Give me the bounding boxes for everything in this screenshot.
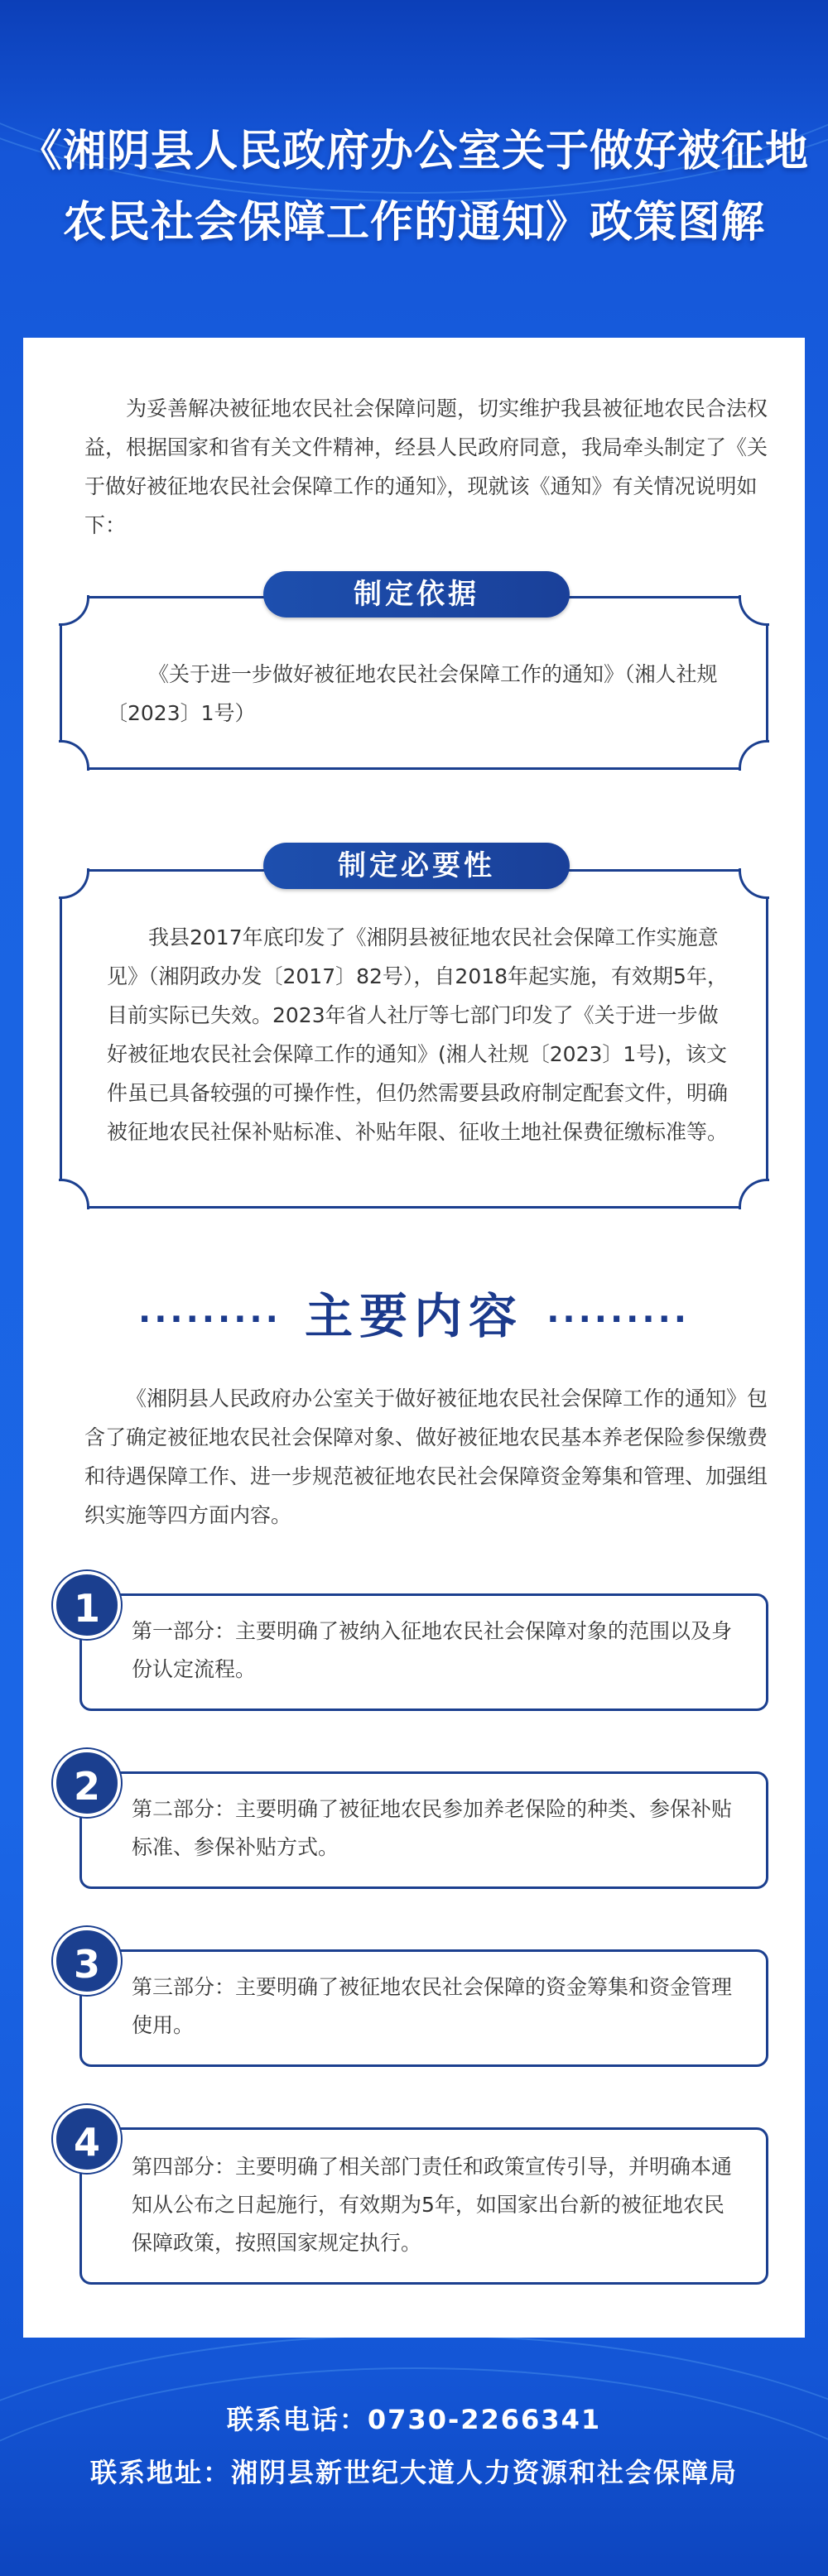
part-number-badge-1: 1	[53, 1571, 121, 1639]
part-text-2: 第二部分：主要明确了被征地农民参加养老保险的种类、参保补贴标准、参保补贴方式。	[132, 1797, 733, 1859]
intro-paragraph: 为妥善解决被征地农民社会保障问题，切实维护我县被征地农民合法权益，根据国家和省有关文件精神，经县人民政府同意，我局牵头制定了《关于做好被征地农民社会保障工作的通知》，现就该《通知》有关情况说明如下：	[84, 396, 768, 537]
main-content-heading	[0, 1283, 828, 1353]
main-intro-paragraph: 《湘阴县人民政府办公室关于做好被征地农民社会保障工作的通知》包含了确定被征地农民社会保障对象、做好被征地农民基本养老保险参保缴费和待遇保障工作、进一步规范被征地农民社会保障资金筹集和管理、加强组织实施等四方面内容。	[84, 1387, 768, 1527]
heading-dots-right: ·········	[546, 1300, 690, 1338]
necessity-box	[60, 869, 768, 1209]
part-text-3: 第三部分：主要明确了被征地农民社会保障的资金筹集和资金管理使用。	[132, 1975, 733, 2037]
title-line-2: 农民社会保障工作的通知》政策图解	[62, 198, 765, 248]
title-line-1: 《湘阴县人民政府办公室关于做好被征地	[18, 127, 809, 176]
heading-dots-left: ·········	[138, 1300, 282, 1338]
part-text-4: 第四部分：主要明确了相关部门责任和政策宣传引导，并明确本通知从公布之日起施行，有效期为5年，如国家出台新的被征地农民保障政策，按照国家规定执行。	[132, 2155, 733, 2255]
part-box-1	[79, 1593, 768, 1711]
main-heading-text: 主要内容	[304, 1288, 523, 1344]
basis-box	[60, 596, 768, 770]
part-box-4	[79, 2127, 768, 2285]
part-number-badge-3: 3	[53, 1927, 121, 1995]
part-box-2	[79, 1771, 768, 1889]
basis-heading: 制定依据	[263, 571, 570, 618]
part-number-badge-4: 4	[53, 2105, 121, 2173]
page-title	[0, 116, 828, 258]
contact-phone: 联系电话：0730-2266341	[226, 2404, 602, 2435]
necessity-text: 我县2017年底印发了《湘阴县被征地农民社会保障工作实施意见》（湘阴政办发〔2017〕82号），自2018年起实施，有效期5年，目前实际已失效。2023年省人社厅等七部门印发了《关于进一步做好被征地农民社会保障工作的通知》(湘人社规〔2023〕1号)，该文件虽已具备较强的可操作性，但仍然需要县政府制定配套文件，明确被征地农民社保补贴标准、补贴年限、征收土地社保费征缴标准等。	[107, 925, 729, 1144]
necessity-heading: 制定必要性	[263, 843, 570, 889]
contact-address: 联系地址：湘阴县新世纪大道人力资源和社会保障局	[89, 2457, 738, 2488]
basis-text: 《关于进一步做好被征地农民社会保障工作的通知》（湘人社规〔2023〕1号）	[107, 662, 718, 725]
part-text-1: 第一部分：主要明确了被纳入征地农民社会保障对象的范围以及身份认定流程。	[132, 1619, 733, 1681]
part-box-3	[79, 1949, 768, 2067]
part-number-badge-2: 2	[53, 1749, 121, 1817]
